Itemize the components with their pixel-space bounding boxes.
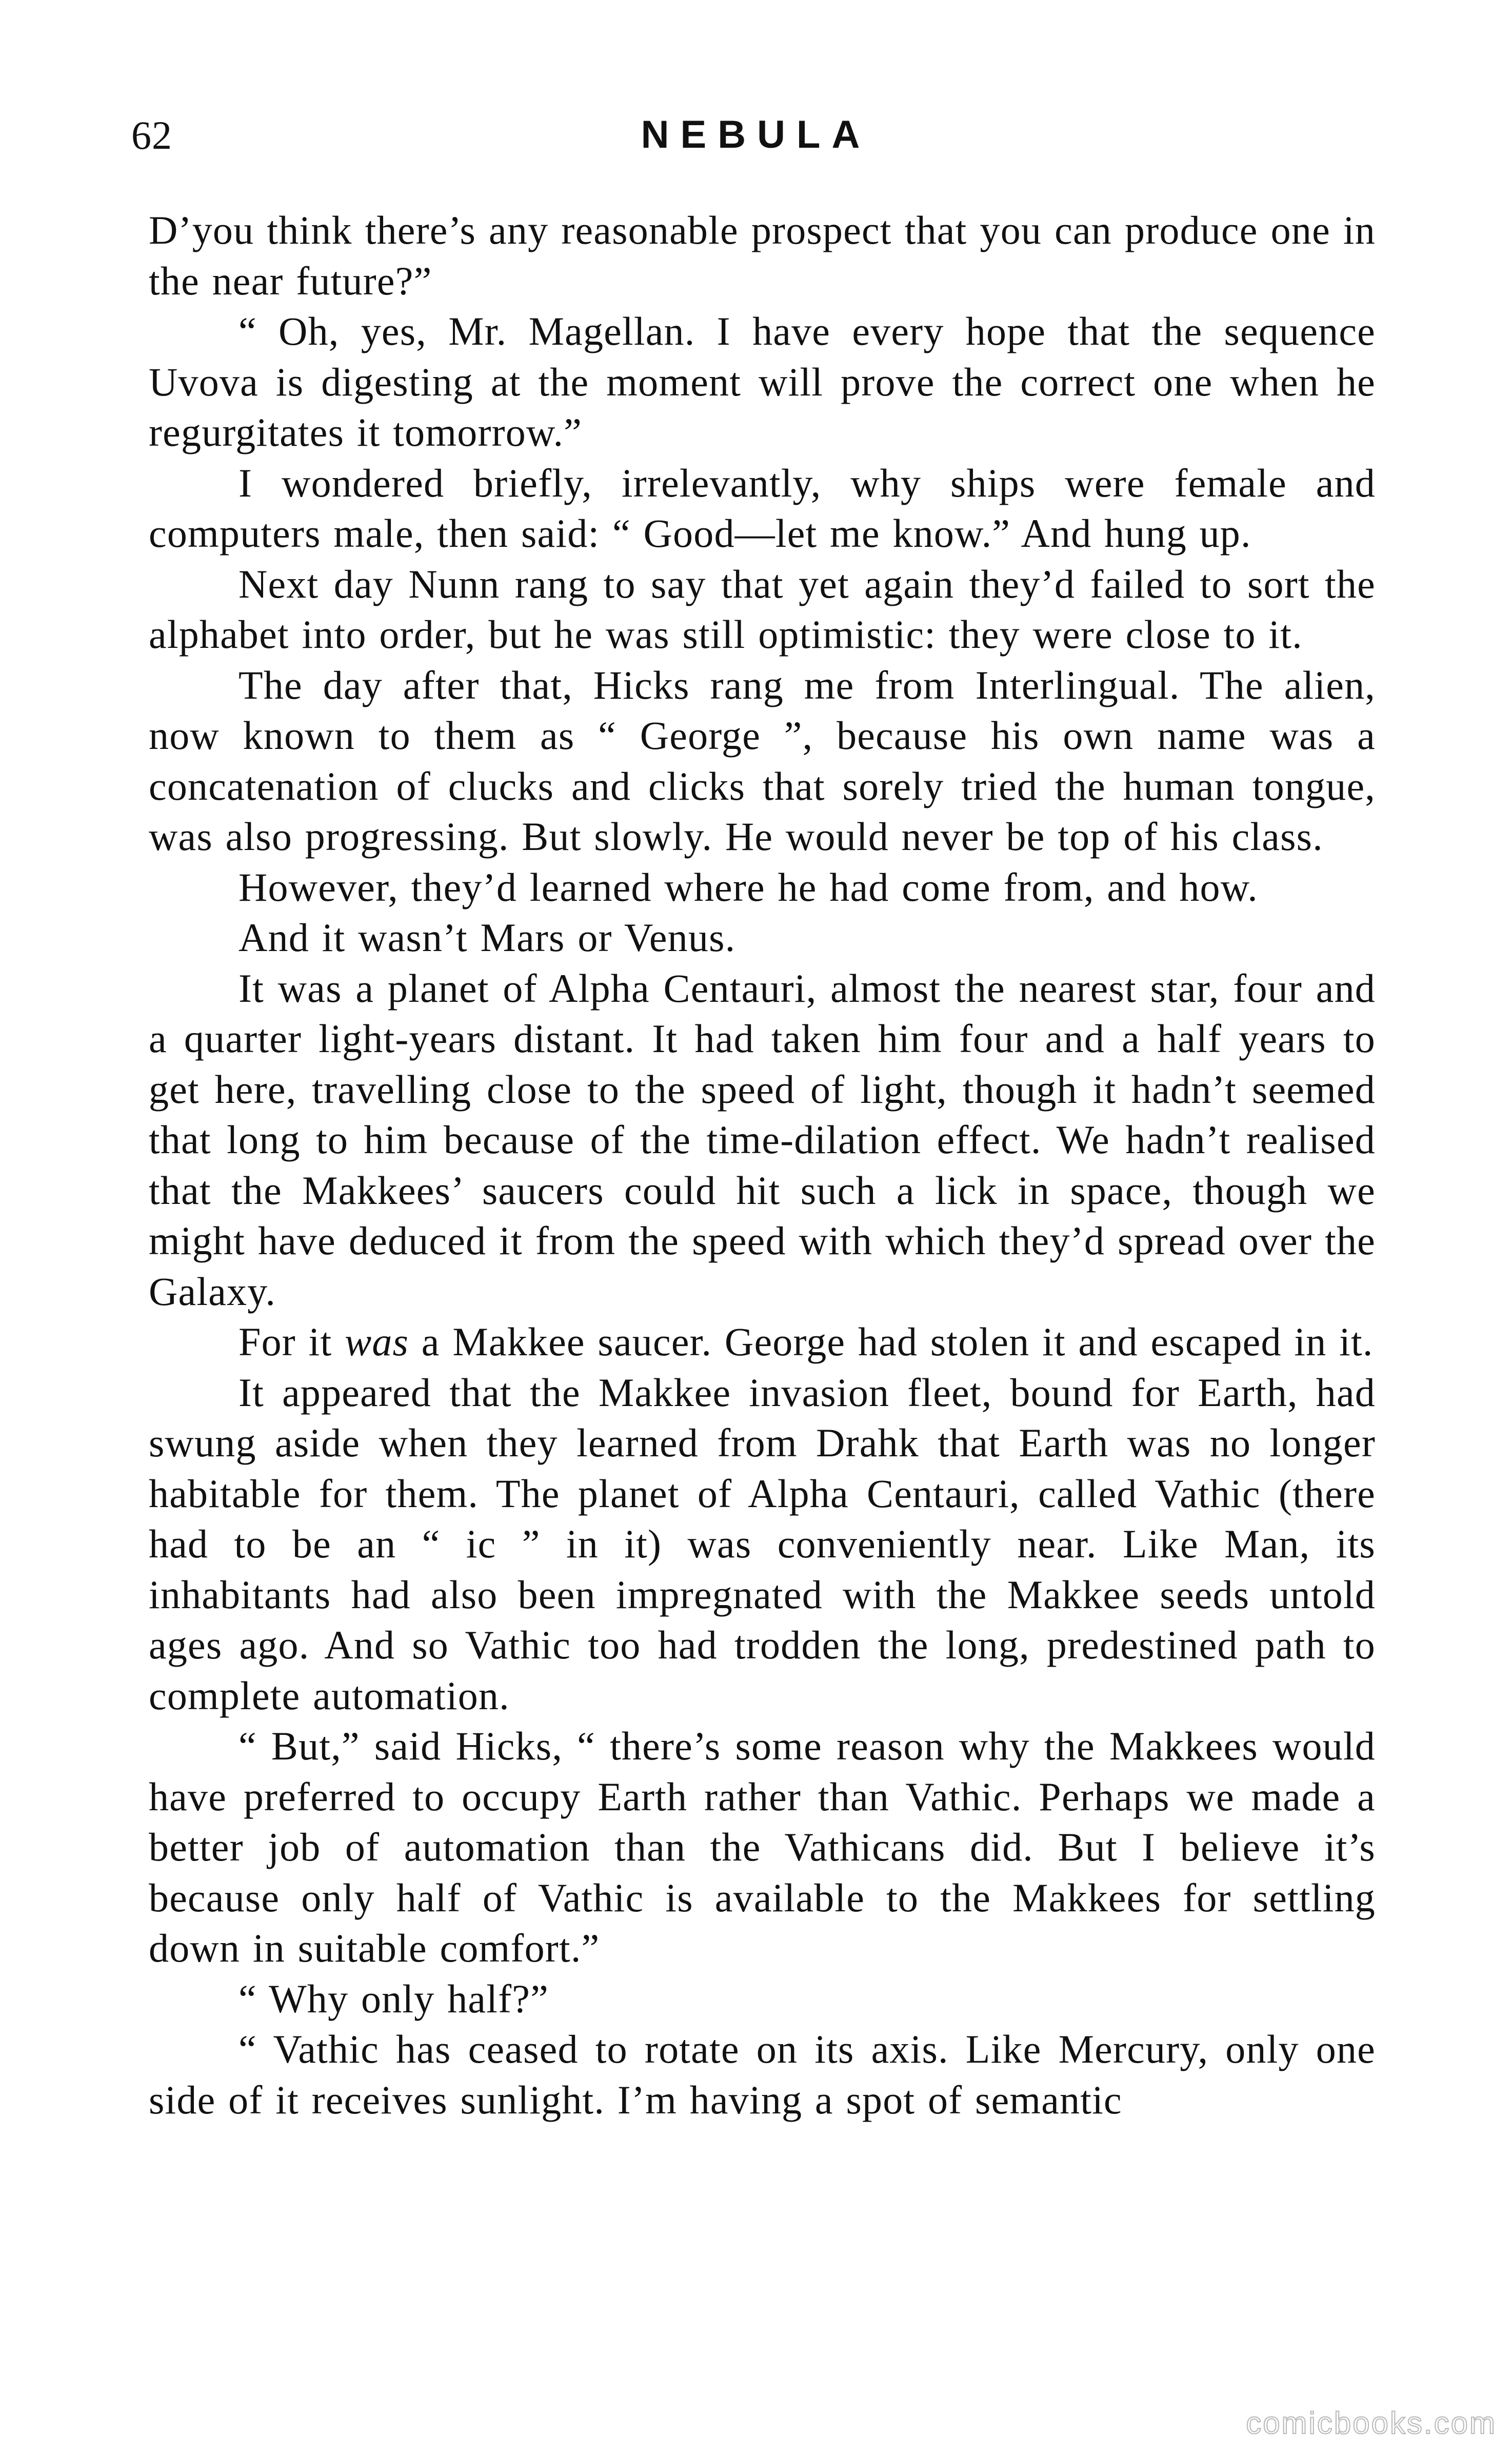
body-text — [149, 205, 1376, 2125]
paragraph — [149, 1317, 1376, 1368]
page-number: 62 — [131, 113, 172, 157]
paragraph: And it wasn’t Mars or Venus. — [238, 915, 736, 960]
paragraph: “ Vathic has ceased to rotate on its axis. Like Mercury, only one side of it receives sunlight. I’m having a spot of semantic — [149, 2027, 1376, 2122]
paragraph: However, they’d learned where he had come from, and how. — [238, 864, 1258, 909]
paragraph-text: For it — [238, 1319, 345, 1364]
running-head: NEBULA — [641, 113, 871, 156]
italic-emphasis: was — [345, 1319, 409, 1364]
paragraph: It was a planet of Alpha Centauri, almost the nearest star, four and a quarter light-years distant. It had taken him four and a half years to get here, travelling close to the speed of light, though it hadn’t seemed that long to him because of the time-dilation effect. We hadn’t realised that the Makkees’ saucers could hit such a lick in space, though we might have deduced it from the speed with which they’d spread over the Galaxy. — [149, 965, 1376, 1314]
paragraph: D’you think there’s any reasonable prospect that you can produce one in the near future?” — [149, 208, 1376, 303]
paragraph-text: a Makkee saucer. George had stolen it and escaped in it. — [409, 1319, 1374, 1364]
paragraph: It appeared that the Makkee invasion fleet, bound for Earth, had swung aside when they learned from Drahk that Earth was no longer habitable for them. The planet of Alpha Centauri, called Vathic (there had to be an “ ic ” in it) was conveniently near. Like Man, its inhabitants had also been impregnated with the Makkee seeds untold ages ago. And so Vathic too had trodden the long, predestined path to complete automation. — [149, 1370, 1376, 1718]
paragraph: The day after that, Hicks rang me from Interlingual. The alien, now known to them as “ George ”, because his own name was a concatenation of clucks and clicks that sorely tried the human tongue, was also progressing. But slowly. He would never be top of his class. — [149, 662, 1376, 859]
paragraph: “ But,” said Hicks, “ there’s some reason why the Makkees would have preferred to occupy Earth rather than Vathic. Perhaps we made a better job of automation than the Vathicans did. But I believe it’s because only half of Vathic is available to the Makkees for settling down in suitable comfort.” — [149, 1724, 1376, 1970]
paragraph: “ Oh, yes, Mr. Magellan. I have every hope that the sequence Uvova is digesting at the moment will prove the correct one when he regurgitates it tomorrow.” — [149, 309, 1376, 454]
paragraph: Next day Nunn rang to say that yet again they’d failed to sort the alphabet into order, but he was still optimistic: they were close to it. — [149, 561, 1376, 657]
paragraph: I wondered briefly, irrelevantly, why ships were female and computers male, then said: “ Good—let me know.” And hung up. — [149, 460, 1376, 556]
paragraph: “ Why only half?” — [238, 1976, 549, 2021]
watermark: comicbooks.com — [1246, 2406, 1497, 2440]
